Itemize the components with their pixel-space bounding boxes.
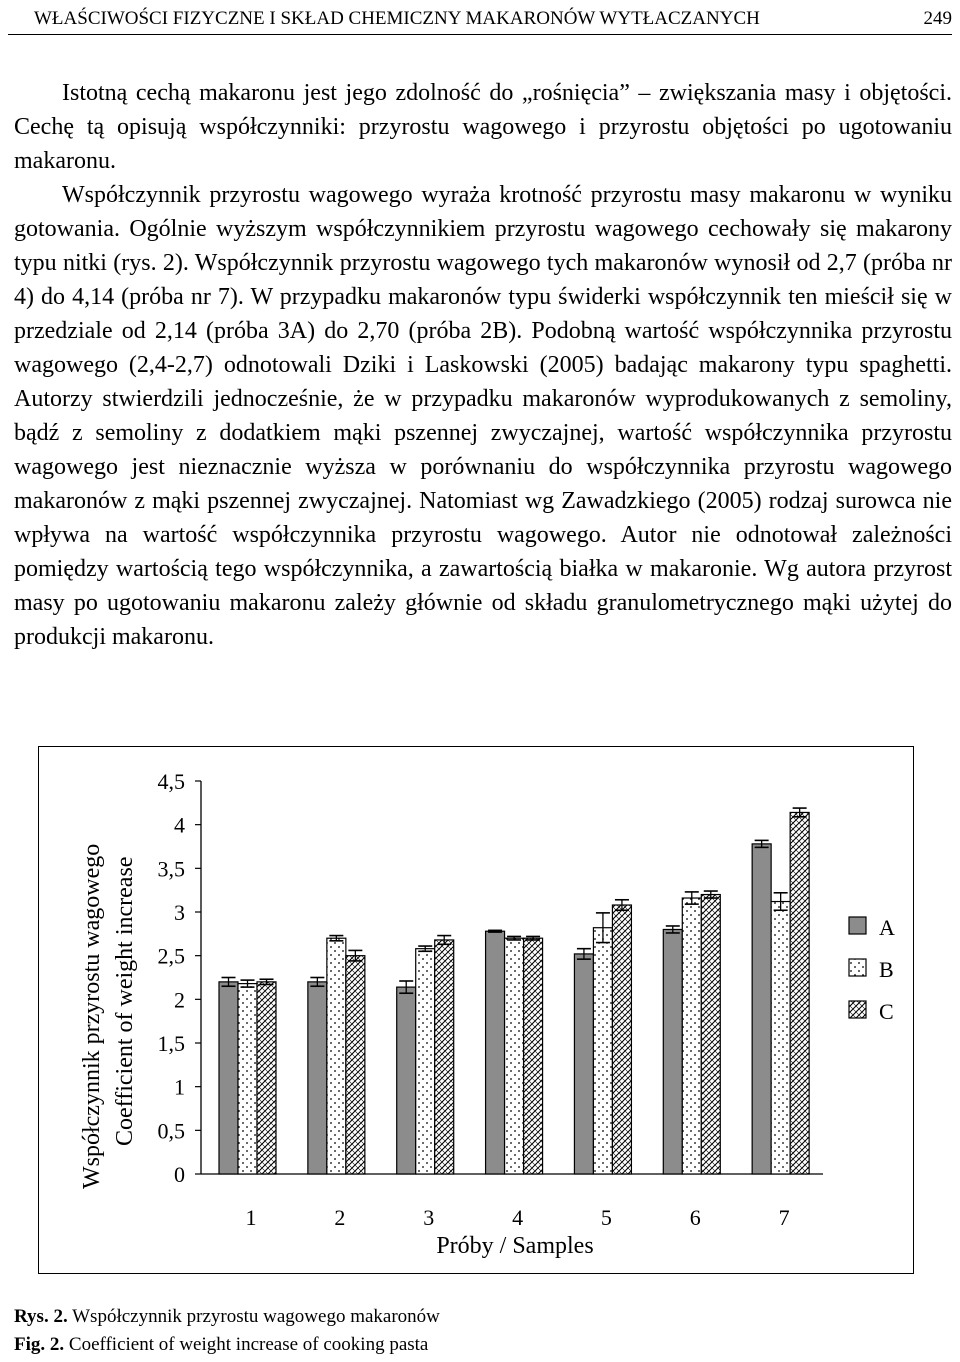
x-tick-label: 4 (512, 1205, 524, 1230)
bar-B-6 (682, 898, 701, 1174)
bar-A-3 (397, 987, 416, 1174)
bar-C-5 (612, 905, 631, 1174)
x-tick-label: 1 (245, 1205, 257, 1230)
paragraph-2: Współczynnik przyrostu wagowego wyraża krotność przyrostu masy makaronu w wyniku gotowania. Ogólnie wyższym współczynnikiem przyrostu wagowego cechowały się makarony typu nitki (rys. 2). Współczynnik przyrostu wagowego tych makaronów wynosił od 2,7 (próba nr 4) do 4,14 (próba nr 7). W przypadku makaronów typu świderki współczynnik ten mieścił się w przedziale od 2,14 (próba 3A) do 2,70 (próba 2B). Podobną wartość współczynnika przyrostu wagowego (2,4-2,7) odnotowali Dziki i Laskowski (2005) badając makarony typu spaghetti. Autorzy stwierdzili jednocześnie, że w przypadku makaronów wyprodukowanych z semoliny, bądź z semoliny z dodatkiem mąki pszennej zwyczajnej, wartość współczynnika przyrostu wagowego jest nieznacznie wyższa w porównaniu do współczynnika przyrostu wagowego makaronów z mąki pszennej zwyczajnej. Natomiast wg Zawadzkiego (2005) rodzaj surowca nie wpływa na wartość współczynnika przyrostu wagowego. Autor nie odnotował zależności pomiędzy wartością tego współczynnika, a zawartością białka w makaronie. Wg autora przyrost masy po ugotowaniu makaronu zależy głównie od składu granulometrycznego mąki użytej do produkcji makaronu. (14, 182, 952, 650)
figure-frame (38, 746, 914, 1274)
weight-increase-chart (1, 1, 960, 1362)
bar-C-2 (346, 956, 365, 1174)
bar-B-4 (505, 938, 524, 1174)
bar-B-5 (593, 928, 612, 1174)
page-number: 249 (923, 8, 952, 29)
legend-swatch-B (849, 959, 866, 976)
x-axis-label: Próby / Samples (436, 1233, 594, 1259)
caption-en-text: Coefficient of weight increase of cooking pasta (68, 1334, 429, 1355)
caption-pl-label: Rys. 2. (14, 1306, 68, 1327)
bar-A-4 (486, 931, 505, 1174)
legend-swatch-A (849, 917, 866, 934)
y-tick-label: 0,5 (157, 1118, 185, 1144)
x-tick-label: 7 (778, 1205, 790, 1230)
legend-label-B: B (879, 957, 894, 982)
bar-C-7 (790, 812, 809, 1174)
bar-C-4 (524, 938, 543, 1174)
caption-en-label: Fig. 2. (14, 1334, 65, 1355)
legend (849, 915, 895, 1024)
y-tick-label: 4 (174, 812, 185, 838)
bars (219, 808, 809, 1174)
y-tick-label: 1 (174, 1074, 185, 1100)
caption-pl (14, 1306, 440, 1328)
y-axis-label-en: Coefficient of weight increase (112, 856, 138, 1146)
x-tick-label: 3 (423, 1205, 435, 1230)
bar-A-7 (752, 844, 771, 1174)
y-tick-label: 4,5 (157, 769, 185, 794)
bar-A-6 (663, 929, 682, 1174)
x-tick-label: 6 (689, 1205, 701, 1230)
y-tick-label: 3 (174, 900, 185, 925)
bar-B-1 (238, 984, 257, 1174)
caption-pl-text: Współczynnik przyrostu wagowego makaronów (72, 1306, 440, 1327)
y-tick-label: 0 (174, 1162, 185, 1187)
y-tick-label: 2 (174, 987, 185, 1013)
bar-C-1 (257, 982, 276, 1174)
bar-A-1 (219, 982, 238, 1174)
y-tick-label: 1,5 (157, 1031, 185, 1056)
x-tick-label: 2 (334, 1205, 346, 1230)
bar-B-3 (416, 949, 435, 1174)
paragraph-1: Istotną cechą makaronu jest jego zdolność do „rośnięcia” – zwiększania masy i objętości. Cechę tą opisują współczynniki: przyrostu wagowego i przyrostu objętości po ugotowaniu makaronu. (14, 80, 952, 174)
legend-label-C: C (879, 999, 894, 1024)
bar-B-7 (771, 902, 790, 1174)
legend-label-A: A (879, 915, 895, 940)
running-title: WŁAŚCIWOŚCI FIZYCZNE I SKŁAD CHEMICZNY MAKARONÓW WYTŁACZANYCH (34, 8, 760, 29)
caption-en (14, 1334, 428, 1356)
y-tick-label: 3,5 (157, 856, 185, 882)
legend-swatch-C (849, 1001, 866, 1018)
bar-A-5 (574, 954, 593, 1174)
x-tick-label: 5 (600, 1205, 612, 1230)
bar-C-6 (701, 895, 720, 1174)
bar-B-2 (327, 938, 346, 1174)
bar-A-2 (308, 982, 327, 1174)
y-axis-label-pl: Współczynnik przyrostu wagowego (79, 843, 105, 1189)
bar-C-3 (435, 940, 454, 1174)
y-tick-label: 2,5 (157, 943, 185, 969)
